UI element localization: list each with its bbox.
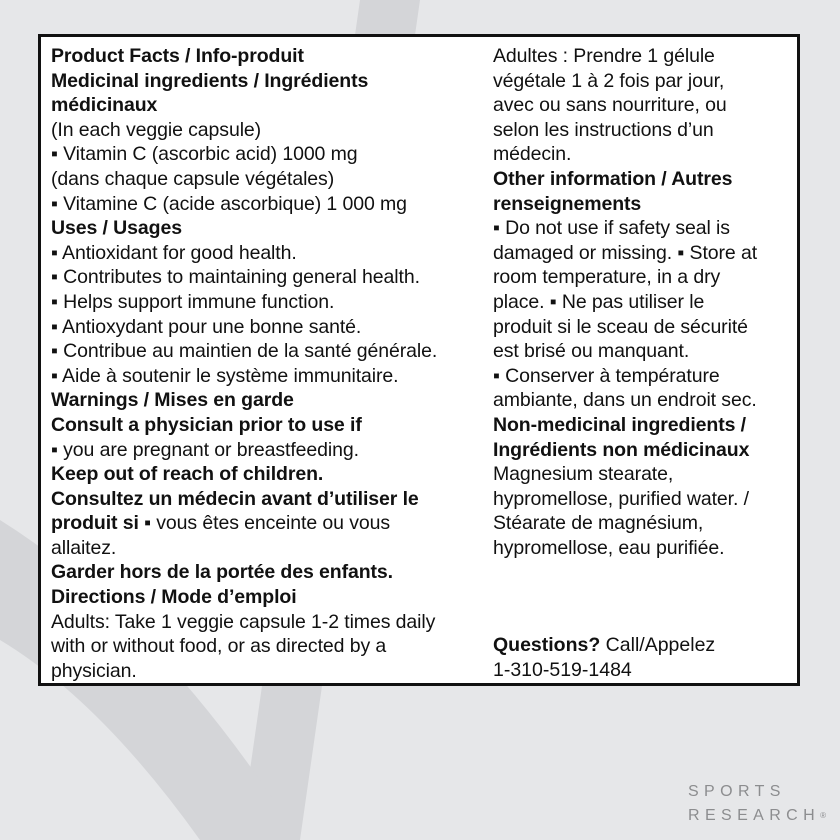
consult-fr-bold: produit si bbox=[51, 512, 139, 535]
nonmed-text: Stéarate de magnésium, bbox=[493, 512, 704, 535]
uses-item: ▪ Helps support immune function. bbox=[51, 290, 335, 313]
left-column bbox=[51, 44, 496, 683]
per-capsule-fr: (dans chaque capsule végétales) bbox=[51, 167, 335, 190]
directions-fr-text: selon les instructions d’un bbox=[493, 118, 714, 141]
other-info-text: est brisé ou manquant. bbox=[493, 340, 690, 363]
directions-fr-text: végétale 1 à 2 fois par jour, bbox=[493, 69, 725, 92]
nonmed-text: hypromellose, purified water. / bbox=[493, 487, 749, 510]
panel-title: Product Facts / Info-produit bbox=[51, 45, 304, 67]
right-column bbox=[493, 44, 793, 560]
other-info-text: room temperature, in a dry bbox=[493, 266, 721, 289]
phone-number: 1-310-519-1484 bbox=[493, 658, 632, 681]
consult-en: Consult a physician prior to use if bbox=[51, 413, 362, 436]
nonmed-heading: Non-medicinal ingredients / bbox=[493, 413, 746, 436]
directions-fr-text: avec ou sans nourriture, ou bbox=[493, 94, 727, 117]
medicinal-heading-cont: médicinaux bbox=[51, 94, 158, 117]
directions-text: physician. bbox=[51, 659, 137, 682]
other-info-text: place. ▪ Ne pas utiliser le bbox=[493, 290, 705, 313]
other-info-heading-cont: renseignements bbox=[493, 192, 642, 215]
questions-call: Call/Appelez bbox=[600, 634, 716, 656]
uses-item: ▪ Aide à soutenir le système immunitaire. bbox=[51, 364, 399, 387]
questions-label: Questions? bbox=[493, 634, 601, 656]
other-info-text: produit si le sceau de sécurité bbox=[493, 315, 748, 338]
directions-fr-text: médecin. bbox=[493, 143, 572, 166]
nonmed-text: Magnesium stearate, bbox=[493, 463, 674, 486]
uses-item: ▪ Antioxydant pour une bonne santé. bbox=[51, 315, 362, 338]
medicinal-heading: Medicinal ingredients / Ingrédients bbox=[51, 69, 369, 92]
directions-heading: Directions / Mode d’emploi bbox=[51, 586, 297, 609]
directions-text: with or without food, or as directed by a bbox=[51, 635, 387, 658]
directions-text: Adults: Take 1 veggie capsule 1-2 times daily bbox=[51, 610, 436, 633]
uses-heading: Uses / Usages bbox=[51, 217, 182, 240]
brand-name: RESEARCH bbox=[687, 807, 821, 824]
consult-fr-rest: ▪ vous êtes enceinte ou vous bbox=[138, 512, 390, 535]
other-info-text: ▪ Do not use if safety seal is bbox=[493, 217, 730, 240]
other-info-text: ▪ Conserver à température bbox=[493, 364, 720, 387]
vitamin-en: ▪ Vitamin C (ascorbic acid) 1000 mg bbox=[51, 143, 358, 166]
brand-logo bbox=[688, 780, 826, 828]
directions-fr-text: Adultes : Prendre 1 gélule bbox=[493, 45, 715, 67]
uses-item: ▪ Contributes to maintaining general health. bbox=[51, 266, 420, 289]
questions-block bbox=[493, 633, 715, 682]
per-capsule-en: (In each veggie capsule) bbox=[51, 118, 262, 141]
registered-mark: ® bbox=[820, 811, 826, 820]
vitamin-fr: ▪ Vitamine C (acide ascorbique) 1 000 mg bbox=[51, 192, 407, 215]
product-facts-panel bbox=[38, 34, 800, 686]
nonmed-heading-cont: Ingrédients non médicinaux bbox=[493, 438, 750, 461]
keep-out-fr: Garder hors de la portée des enfants. bbox=[51, 561, 393, 584]
consult-fr: Consultez un médecin avant d’utiliser le bbox=[51, 487, 419, 510]
brand-line-2 bbox=[688, 804, 826, 828]
nonmed-text: hypromellose, eau purifiée. bbox=[493, 536, 725, 559]
keep-out-en: Keep out of reach of children. bbox=[51, 463, 324, 486]
other-info-text: ambiante, dans un endroit sec. bbox=[493, 389, 757, 412]
consult-fr-line bbox=[51, 511, 496, 536]
other-info-text: damaged or missing. ▪ Store at bbox=[493, 241, 758, 264]
questions-line bbox=[493, 633, 715, 658]
consult-fr-end: allaitez. bbox=[51, 536, 117, 559]
brand-line-1: SPORTS bbox=[687, 783, 786, 800]
warnings-heading: Warnings / Mises en garde bbox=[51, 389, 294, 412]
uses-item: ▪ Contribue au maintien de la santé générale. bbox=[51, 340, 438, 363]
other-info-heading: Other information / Autres bbox=[493, 167, 733, 190]
uses-item: ▪ Antioxidant for good health. bbox=[51, 241, 297, 264]
consult-en-item: ▪ you are pregnant or breastfeeding. bbox=[51, 438, 359, 461]
